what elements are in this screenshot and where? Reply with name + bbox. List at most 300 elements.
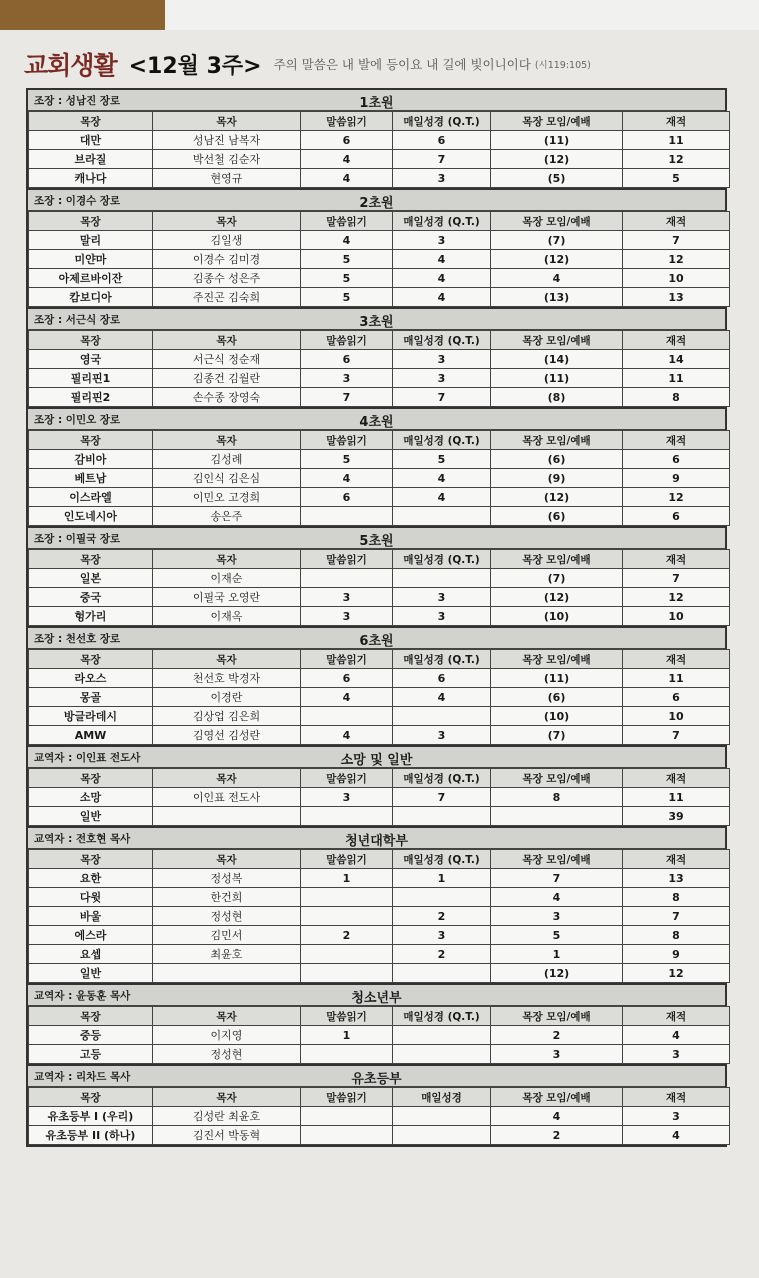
cell-enrolled: 7 (623, 726, 730, 745)
section-8 (28, 828, 725, 985)
section-title: 소망 및 일반 (340, 753, 413, 768)
cell-reading (301, 569, 393, 588)
column-header: 매일성경 (Q.T.) (393, 431, 491, 450)
cell-qt: 4 (393, 488, 491, 507)
week-label: <12월 3주> (128, 53, 262, 79)
bible-verse: 주의 말씀은 내 발에 등이요 내 길에 빛이니이다 (273, 57, 531, 72)
cell-enrolled: 4 (623, 1026, 730, 1045)
column-header-row (29, 769, 730, 788)
cell-meeting: 8 (491, 788, 623, 807)
section-header (28, 90, 725, 111)
cell-meeting: (13) (491, 288, 623, 307)
table-row (29, 888, 730, 907)
cell-group: 요한 (29, 869, 153, 888)
column-header: 목자 (153, 431, 301, 450)
cell-reading: 5 (301, 450, 393, 469)
section-title: 6초원 (359, 634, 394, 649)
column-header: 목장 모임/예배 (491, 112, 623, 131)
section-table (28, 849, 730, 983)
column-header: 목자 (153, 850, 301, 869)
section-leader: 교역자 : 이인표 전도사 (34, 752, 141, 764)
cell-qt: 4 (393, 688, 491, 707)
cell-enrolled: 11 (623, 669, 730, 688)
column-header: 목장 모임/예배 (491, 1088, 623, 1107)
table-row (29, 169, 730, 188)
section-leader: 조장 : 서근식 장로 (34, 314, 121, 326)
cell-group: 일본 (29, 569, 153, 588)
section-header (28, 409, 725, 430)
cell-enrolled: 7 (623, 231, 730, 250)
cell-reading: 3 (301, 588, 393, 607)
cell-group: 캄보디아 (29, 288, 153, 307)
cell-reading: 2 (301, 926, 393, 945)
cell-group: AMW (29, 726, 153, 745)
cell-meeting: (11) (491, 131, 623, 150)
column-header: 목장 (29, 1088, 153, 1107)
cell-meeting: (11) (491, 669, 623, 688)
cell-leader: 성남진 남복자 (153, 131, 301, 150)
cell-meeting: 2 (491, 1026, 623, 1045)
section-table (28, 1087, 730, 1145)
column-header: 재적 (623, 850, 730, 869)
section-table (28, 111, 730, 188)
table-row (29, 807, 730, 826)
section-header (28, 190, 725, 211)
cell-group: 일반 (29, 807, 153, 826)
column-header: 목자 (153, 331, 301, 350)
cell-reading (301, 707, 393, 726)
column-header: 재적 (623, 769, 730, 788)
cell-enrolled: 12 (623, 588, 730, 607)
cell-group: 인도네시아 (29, 507, 153, 526)
cell-enrolled: 10 (623, 707, 730, 726)
column-header: 목장 (29, 550, 153, 569)
cell-qt (393, 964, 491, 983)
cell-qt: 2 (393, 907, 491, 926)
cell-group: 대만 (29, 131, 153, 150)
cell-leader: 김종수 성은주 (153, 269, 301, 288)
table-row (29, 669, 730, 688)
column-header: 목자 (153, 550, 301, 569)
cell-leader: 송은주 (153, 507, 301, 526)
table-row (29, 250, 730, 269)
column-header: 재적 (623, 550, 730, 569)
column-header: 목장 (29, 112, 153, 131)
table-row (29, 945, 730, 964)
table-row (29, 588, 730, 607)
column-header: 말씀읽기 (301, 212, 393, 231)
section-6 (28, 628, 725, 747)
cell-reading: 1 (301, 1026, 393, 1045)
cell-reading: 4 (301, 726, 393, 745)
cell-leader: 손수종 장영숙 (153, 388, 301, 407)
page-header (24, 44, 744, 84)
section-leader: 조장 : 성남진 장로 (34, 95, 121, 107)
column-header: 말씀읽기 (301, 112, 393, 131)
table-row (29, 707, 730, 726)
table-row (29, 488, 730, 507)
cell-enrolled: 3 (623, 1045, 730, 1064)
section-header (28, 309, 725, 330)
column-header: 목장 (29, 650, 153, 669)
section-header (28, 1066, 725, 1087)
section-header (28, 628, 725, 649)
cell-leader: 박선철 김순자 (153, 150, 301, 169)
cell-leader: 김영선 김성란 (153, 726, 301, 745)
cell-meeting: 5 (491, 926, 623, 945)
table-row (29, 269, 730, 288)
cell-qt (393, 507, 491, 526)
cell-group: 감비아 (29, 450, 153, 469)
cell-meeting: 3 (491, 1045, 623, 1064)
cell-leader: 한건희 (153, 888, 301, 907)
cell-enrolled: 12 (623, 250, 730, 269)
cell-meeting: (12) (491, 964, 623, 983)
cell-leader: 서근식 정순재 (153, 350, 301, 369)
cell-reading (301, 1126, 393, 1145)
section-table (28, 549, 730, 626)
top-strip (165, 0, 759, 30)
cell-reading: 3 (301, 607, 393, 626)
cell-group: 말리 (29, 231, 153, 250)
cell-meeting: (5) (491, 169, 623, 188)
cell-reading: 6 (301, 131, 393, 150)
cell-enrolled: 39 (623, 807, 730, 826)
cell-leader: 이필국 오영란 (153, 588, 301, 607)
column-header-row (29, 112, 730, 131)
table-row (29, 1107, 730, 1126)
cell-leader (153, 964, 301, 983)
cell-reading: 4 (301, 231, 393, 250)
table-row (29, 1026, 730, 1045)
cell-group: 캐나다 (29, 169, 153, 188)
column-header: 목자 (153, 1007, 301, 1026)
cell-reading: 1 (301, 869, 393, 888)
cell-qt: 6 (393, 131, 491, 150)
section-title: 1초원 (359, 96, 394, 111)
cell-enrolled: 3 (623, 1107, 730, 1126)
cell-reading (301, 964, 393, 983)
section-header (28, 828, 725, 849)
cell-group: 유초등부 I (우리) (29, 1107, 153, 1126)
column-header: 목자 (153, 112, 301, 131)
column-header: 말씀읽기 (301, 431, 393, 450)
cell-leader: 정성현 (153, 907, 301, 926)
cell-qt: 3 (393, 231, 491, 250)
section-leader: 조장 : 천선호 장로 (34, 633, 121, 645)
cell-enrolled: 8 (623, 926, 730, 945)
cell-qt: 3 (393, 169, 491, 188)
cell-reading: 7 (301, 388, 393, 407)
column-header-row (29, 1007, 730, 1026)
table-row (29, 450, 730, 469)
cell-reading: 4 (301, 169, 393, 188)
attendance-sections (26, 88, 727, 1147)
cell-qt (393, 807, 491, 826)
table-row (29, 369, 730, 388)
cell-enrolled: 7 (623, 569, 730, 588)
cell-reading (301, 507, 393, 526)
cell-leader: 이지영 (153, 1026, 301, 1045)
cell-meeting: (7) (491, 726, 623, 745)
cell-reading: 3 (301, 369, 393, 388)
column-header: 재적 (623, 112, 730, 131)
column-header: 목자 (153, 1088, 301, 1107)
cell-reading (301, 807, 393, 826)
table-row (29, 926, 730, 945)
section-title: 4초원 (359, 415, 394, 430)
cell-reading: 5 (301, 269, 393, 288)
cell-meeting: (10) (491, 707, 623, 726)
cell-meeting: (12) (491, 150, 623, 169)
section-leader: 조장 : 이필국 장로 (34, 533, 121, 545)
section-table (28, 1006, 730, 1064)
column-header-row (29, 212, 730, 231)
cell-qt: 4 (393, 288, 491, 307)
column-header: 목장 모임/예배 (491, 650, 623, 669)
cell-leader: 이인표 전도사 (153, 788, 301, 807)
section-2 (28, 190, 725, 309)
column-header: 목장 모임/예배 (491, 1007, 623, 1026)
table-row (29, 964, 730, 983)
cell-leader: 김일생 (153, 231, 301, 250)
column-header: 재적 (623, 431, 730, 450)
cell-group: 고등 (29, 1045, 153, 1064)
section-10 (28, 1066, 725, 1145)
section-table (28, 649, 730, 745)
cell-qt: 3 (393, 588, 491, 607)
cell-enrolled: 10 (623, 607, 730, 626)
table-row (29, 150, 730, 169)
cell-enrolled: 4 (623, 1126, 730, 1145)
cell-qt (393, 569, 491, 588)
cell-leader: 천선호 박경자 (153, 669, 301, 688)
cell-meeting: 7 (491, 869, 623, 888)
column-header: 말씀읽기 (301, 331, 393, 350)
cell-leader (153, 807, 301, 826)
cell-leader: 이재순 (153, 569, 301, 588)
cell-reading (301, 945, 393, 964)
cell-leader: 현영규 (153, 169, 301, 188)
section-leader: 교역자 : 리차드 목사 (34, 1071, 131, 1083)
section-table (28, 211, 730, 307)
cell-leader: 김진서 박동혁 (153, 1126, 301, 1145)
cell-reading: 4 (301, 150, 393, 169)
cell-group: 중국 (29, 588, 153, 607)
column-header: 목장 모임/예배 (491, 431, 623, 450)
cell-enrolled: 5 (623, 169, 730, 188)
cell-leader: 김상업 김은희 (153, 707, 301, 726)
section-table (28, 430, 730, 526)
cell-reading: 5 (301, 288, 393, 307)
cell-meeting: (14) (491, 350, 623, 369)
cell-qt: 7 (393, 150, 491, 169)
cell-qt: 7 (393, 388, 491, 407)
column-header: 매일성경 (Q.T.) (393, 550, 491, 569)
cell-meeting: (8) (491, 388, 623, 407)
cell-leader: 정성현 (153, 1045, 301, 1064)
cell-leader: 최윤호 (153, 945, 301, 964)
cell-group: 미얀마 (29, 250, 153, 269)
cell-qt (393, 1107, 491, 1126)
column-header-row (29, 331, 730, 350)
column-header: 매일성경 (Q.T.) (393, 212, 491, 231)
table-row (29, 131, 730, 150)
column-header: 재적 (623, 212, 730, 231)
cell-qt: 7 (393, 788, 491, 807)
cell-leader: 주진곤 김숙희 (153, 288, 301, 307)
cell-qt: 4 (393, 469, 491, 488)
column-header: 말씀읽기 (301, 650, 393, 669)
column-header: 목장 (29, 850, 153, 869)
table-row (29, 788, 730, 807)
section-table (28, 768, 730, 826)
cell-qt (393, 1026, 491, 1045)
table-row (29, 869, 730, 888)
column-header: 말씀읽기 (301, 769, 393, 788)
cell-enrolled: 11 (623, 131, 730, 150)
cell-meeting: (12) (491, 588, 623, 607)
table-row (29, 231, 730, 250)
cell-meeting: (7) (491, 569, 623, 588)
cell-leader: 김민서 (153, 926, 301, 945)
section-title: 청년대학부 (345, 834, 408, 849)
section-title: 유초등부 (351, 1072, 402, 1087)
column-header-row (29, 550, 730, 569)
cell-group: 중등 (29, 1026, 153, 1045)
column-header-row (29, 650, 730, 669)
column-header: 매일성경 (Q.T.) (393, 331, 491, 350)
cell-group: 에스라 (29, 926, 153, 945)
cell-group: 방글라데시 (29, 707, 153, 726)
section-title: 5초원 (359, 534, 394, 549)
cell-leader: 김성란 최윤호 (153, 1107, 301, 1126)
cell-meeting: (12) (491, 488, 623, 507)
section-header (28, 528, 725, 549)
cell-qt: 4 (393, 250, 491, 269)
table-row (29, 469, 730, 488)
cell-reading (301, 1045, 393, 1064)
column-header-row (29, 1088, 730, 1107)
cell-group: 아제르바이잔 (29, 269, 153, 288)
cell-enrolled: 13 (623, 869, 730, 888)
section-7 (28, 747, 725, 828)
cell-meeting: 4 (491, 1107, 623, 1126)
cell-leader: 이민오 고경희 (153, 488, 301, 507)
column-header: 매일성경 (Q.T.) (393, 112, 491, 131)
cell-qt (393, 1126, 491, 1145)
cell-qt: 4 (393, 269, 491, 288)
cell-enrolled: 8 (623, 388, 730, 407)
cell-enrolled: 12 (623, 488, 730, 507)
column-header: 목장 (29, 331, 153, 350)
column-header: 목장 모임/예배 (491, 850, 623, 869)
column-header: 목장 모임/예배 (491, 331, 623, 350)
cell-group: 바울 (29, 907, 153, 926)
cell-group: 소망 (29, 788, 153, 807)
cell-group: 필리핀2 (29, 388, 153, 407)
cell-leader: 이경수 김미경 (153, 250, 301, 269)
column-header: 목장 모임/예배 (491, 550, 623, 569)
cell-enrolled: 9 (623, 469, 730, 488)
section-title: 3초원 (359, 315, 394, 330)
cell-qt: 3 (393, 607, 491, 626)
column-header-row (29, 850, 730, 869)
cell-meeting (491, 807, 623, 826)
column-header: 목자 (153, 769, 301, 788)
cell-leader: 김종건 김월란 (153, 369, 301, 388)
column-header: 재적 (623, 650, 730, 669)
cell-meeting: 1 (491, 945, 623, 964)
cell-enrolled: 12 (623, 150, 730, 169)
column-header: 재적 (623, 1088, 730, 1107)
section-leader: 교역자 : 윤동훈 목사 (34, 990, 131, 1002)
cell-enrolled: 6 (623, 688, 730, 707)
cell-qt: 3 (393, 926, 491, 945)
section-header (28, 985, 725, 1006)
table-row (29, 350, 730, 369)
column-header: 목자 (153, 212, 301, 231)
column-header: 목장 모임/예배 (491, 769, 623, 788)
cell-enrolled: 14 (623, 350, 730, 369)
cell-reading: 6 (301, 488, 393, 507)
cell-enrolled: 6 (623, 507, 730, 526)
cell-leader: 김인식 김은심 (153, 469, 301, 488)
cell-reading: 6 (301, 669, 393, 688)
section-title: 청소년부 (351, 991, 402, 1006)
cell-meeting: 3 (491, 907, 623, 926)
cell-reading (301, 1107, 393, 1126)
cell-meeting: (11) (491, 369, 623, 388)
section-1 (28, 90, 725, 190)
column-header: 재적 (623, 331, 730, 350)
cell-reading (301, 907, 393, 926)
column-header: 말씀읽기 (301, 850, 393, 869)
section-leader: 교역자 : 전호현 목사 (34, 833, 131, 845)
cell-meeting: (9) (491, 469, 623, 488)
cell-qt (393, 888, 491, 907)
table-row (29, 569, 730, 588)
section-3 (28, 309, 725, 409)
cell-group: 몽골 (29, 688, 153, 707)
column-header: 매일성경 (Q.T.) (393, 1007, 491, 1026)
column-header: 매일성경 (Q.T.) (393, 850, 491, 869)
section-title: 2초원 (359, 196, 394, 211)
cell-group: 필리핀1 (29, 369, 153, 388)
table-row (29, 726, 730, 745)
cell-enrolled: 13 (623, 288, 730, 307)
cell-qt (393, 1045, 491, 1064)
cell-qt: 3 (393, 369, 491, 388)
column-header: 목장 (29, 1007, 153, 1026)
cell-meeting: (10) (491, 607, 623, 626)
corner-tab (0, 0, 165, 30)
column-header: 매일성경 (Q.T.) (393, 769, 491, 788)
cell-enrolled: 8 (623, 888, 730, 907)
cell-group: 영국 (29, 350, 153, 369)
cell-qt: 6 (393, 669, 491, 688)
section-5 (28, 528, 725, 628)
cell-group: 요셉 (29, 945, 153, 964)
cell-group: 브라질 (29, 150, 153, 169)
cell-leader: 이재옥 (153, 607, 301, 626)
cell-reading: 4 (301, 469, 393, 488)
section-table (28, 330, 730, 407)
cell-enrolled: 11 (623, 788, 730, 807)
cell-enrolled: 11 (623, 369, 730, 388)
cell-meeting: 4 (491, 269, 623, 288)
cell-enrolled: 7 (623, 907, 730, 926)
